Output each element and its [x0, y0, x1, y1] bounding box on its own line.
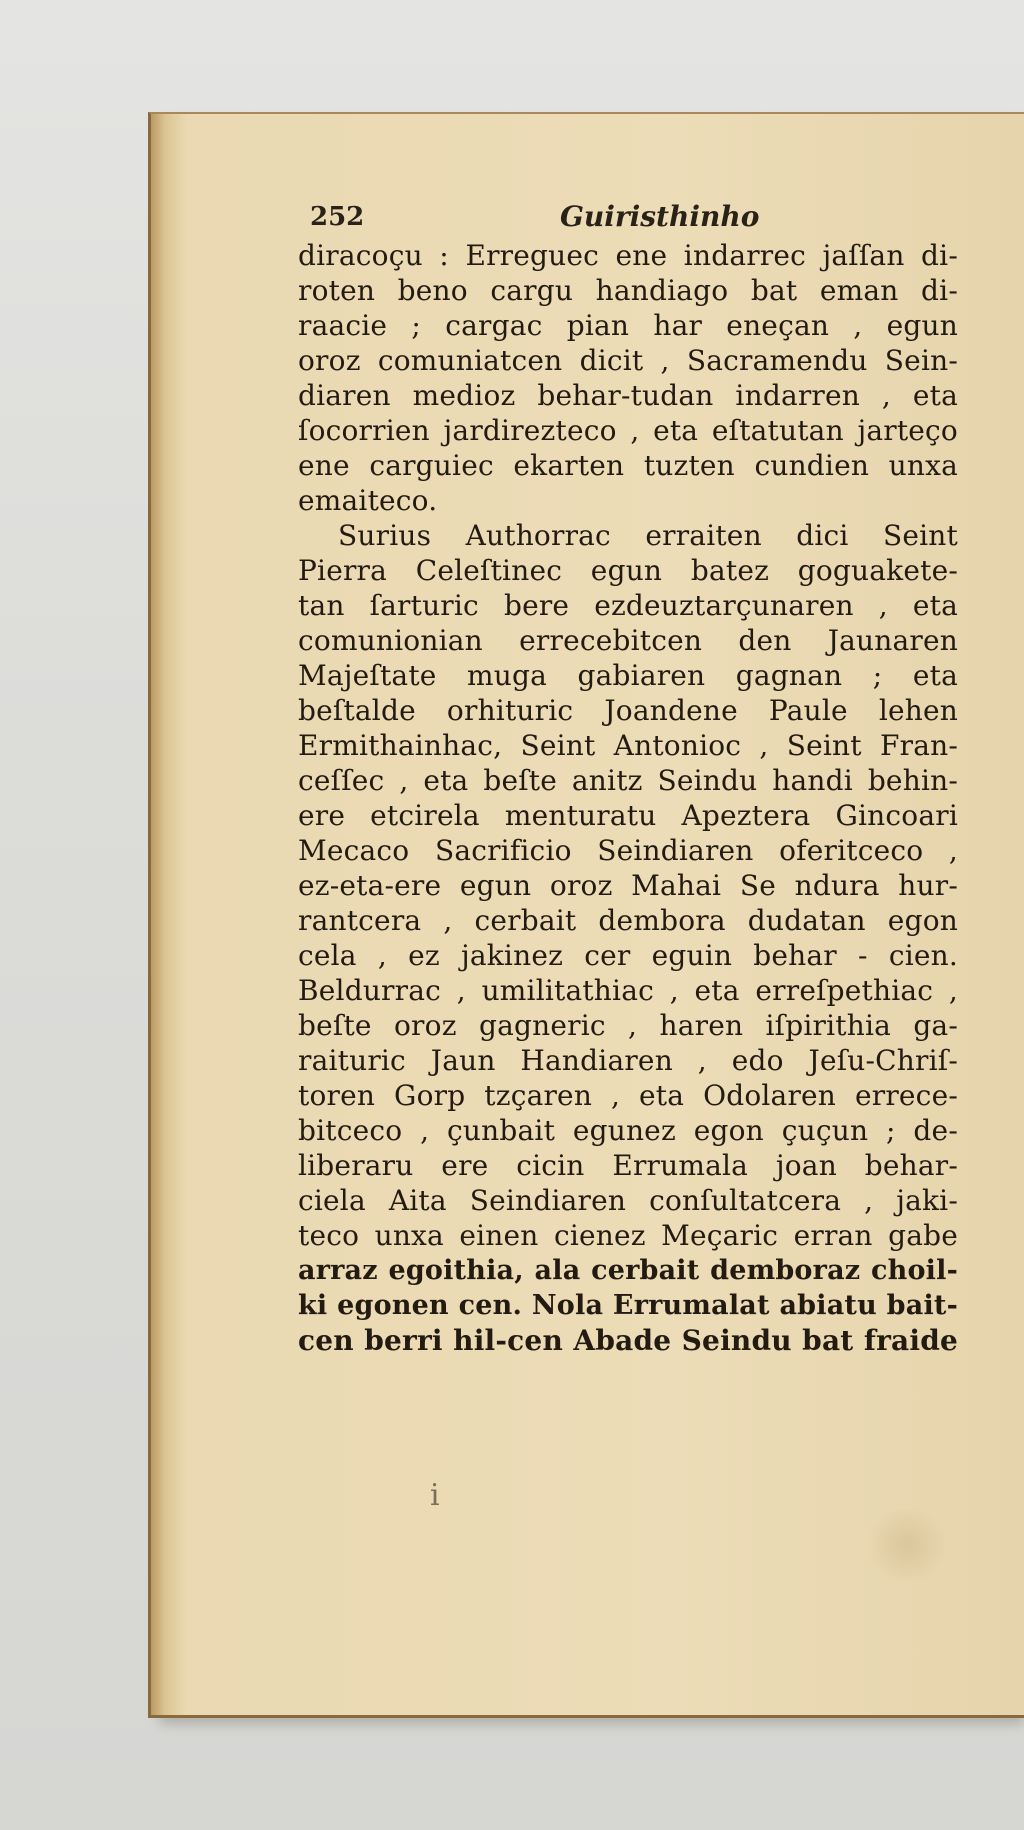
- text-line: raacie ; cargac pian har eneçan , egun: [298, 309, 958, 342]
- text-line: ciela Aita Seindiaren conſultatcera , jaki-: [298, 1184, 958, 1217]
- page-header: [310, 200, 810, 240]
- text-line: Pierra Celeſtinec egun batez goguakete-: [298, 554, 958, 587]
- text-line: diaren medioz behar-tudan indarren , eta: [298, 379, 958, 412]
- text-line: Surius Authorrac erraiten dici Seint: [338, 519, 958, 552]
- text-line: liberaru ere cicin Errumala joan behar-: [298, 1149, 958, 1182]
- text-line: ez-eta-ere egun oroz Mahai Se ndura hur-: [298, 869, 958, 902]
- text-line: beſte oroz gagneric , haren iſpirithia ga-: [298, 1009, 958, 1042]
- text-line: toren Gorp tzçaren , eta Odolaren errece-: [298, 1079, 958, 1112]
- text-line: cela , ez jakinez cer eguin behar - cien.: [298, 939, 958, 972]
- catchword: i: [430, 1478, 440, 1513]
- text-line: cen berri hil-cen Abade Seindu bat fraide: [298, 1324, 958, 1357]
- text-line: ſocorrien jardirezteco , eta eſtatutan jarteço: [298, 414, 958, 447]
- text-line: rantcera , cerbait dembora dudatan egon: [298, 904, 958, 937]
- text-line: Majeſtate muga gabiaren gagnan ; eta: [298, 659, 958, 692]
- text-line: beſtalde orhituric Joandene Paule lehen: [298, 694, 958, 727]
- text-line: teco unxa einen cienez Meçaric erran gabe: [298, 1219, 958, 1252]
- text-line: bitceco , çunbait egunez egon çuçun ; de-: [298, 1114, 958, 1147]
- body-text: [298, 238, 958, 1358]
- paper-stain: [862, 1510, 952, 1580]
- page-number: 252: [310, 202, 365, 232]
- text-line: ceſſec , eta beſte anitz Seindu handi behin-: [298, 764, 958, 797]
- text-line: oroz comuniatcen dicit , Sacramendu Sein-: [298, 344, 958, 377]
- text-line: Mecaco Sacrificio Seindiaren oferitceco ,: [298, 834, 958, 867]
- text-line: ene carguiec ekarten tuzten cundien unxa: [298, 449, 958, 482]
- text-line: ki egonen cen. Nola Errumalat abiatu bait-: [298, 1290, 958, 1321]
- text-line: emaiteco.: [298, 484, 438, 517]
- text-line: raituric Jaun Handiaren , edo Jeſu-Chriſ-: [298, 1044, 958, 1077]
- text-line: Ermithainhac, Seint Antonioc , Seint Fran-: [298, 729, 958, 762]
- text-line: comunionian errecebitcen den Jaunaren: [298, 624, 958, 657]
- text-line: roten beno cargu handiago bat eman di-: [298, 274, 958, 307]
- running-head: Guiristhinho: [560, 200, 760, 233]
- text-line: Beldurrac , umilitathiac , eta erreſpethiac ,: [298, 974, 958, 1007]
- text-line: tan ſarturic bere ezdeuztarçunaren , eta: [298, 589, 958, 622]
- text-line: diracoçu : Erreguec ene indarrec jaſſan di-: [298, 239, 958, 272]
- text-line: arraz egoithia, ala cerbait demboraz choil-: [298, 1255, 958, 1286]
- text-line: ere etcirela menturatu Apeztera Gincoari: [298, 799, 958, 832]
